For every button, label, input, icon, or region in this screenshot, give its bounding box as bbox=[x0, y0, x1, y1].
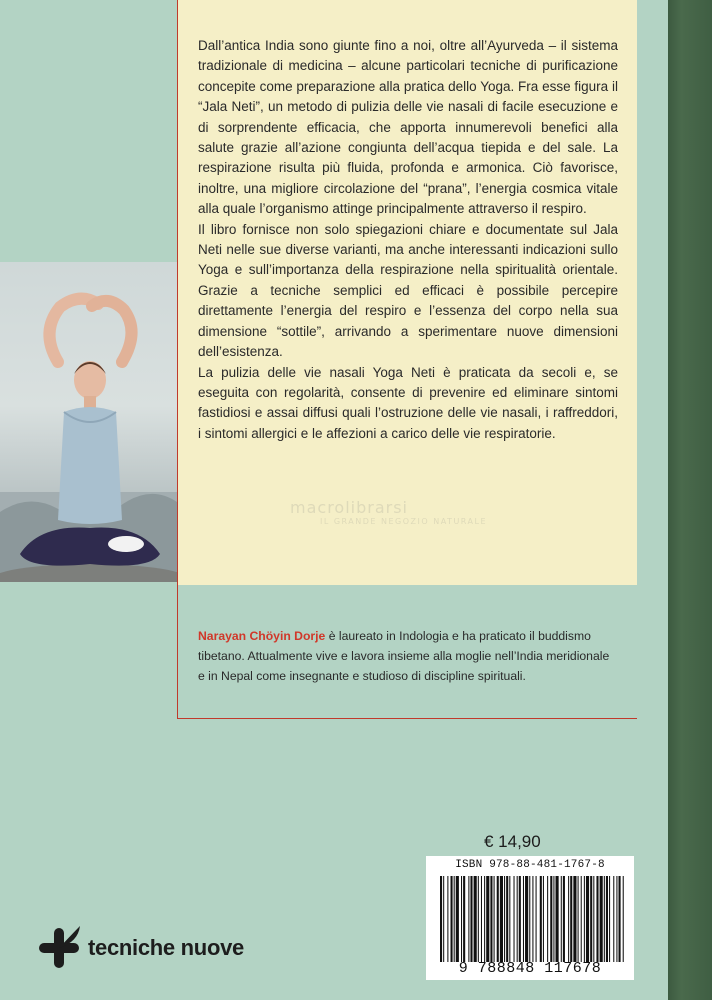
watermark bbox=[290, 498, 487, 526]
yoga-woman-photo bbox=[0, 262, 177, 582]
yoga-woman-illustration bbox=[0, 262, 177, 582]
publisher-logo bbox=[36, 924, 244, 972]
description-paragraph-1: Dall’antica India sono giunte fino a noi, oltre all’Ayurveda – il sistema tradizionale di medicina – alcune particolari tecniche di purificazione concepite come preparazione alla pratica dello Yoga. Fra esse figura il “Jala Neti”, un metodo di pulizia delle vie nasali di facile esecuzione e di sorprendente efficacia, che apporta innumerevoli benefici alla salute grazie all’azione congiunta dell’acqua tiepida e del sale. La respirazione risulta più fluida, profonda e armonica. Ciò favorisce, inoltre, una migliore circolazione del “prana”, l’energia cosmica vitale alla quale l’organismo attinge principalmente attraverso il respiro. bbox=[198, 38, 618, 217]
book-description bbox=[198, 36, 618, 444]
price-label: € 14,90 bbox=[484, 832, 541, 851]
publisher-name: tecniche nuove bbox=[88, 935, 244, 960]
watermark-text: macrolibrarsi bbox=[290, 498, 408, 517]
watermark-subtext: IL GRANDE NEGOZIO NATURALE bbox=[320, 517, 488, 526]
red-divider-vertical bbox=[177, 0, 178, 718]
barcode-icon bbox=[440, 876, 624, 962]
barcode-box bbox=[426, 856, 634, 980]
isbn-number: ISBN 978-88-481-1767-8 bbox=[455, 859, 605, 871]
description-paragraph-2: Il libro fornisce non solo spiegazioni chiare e documentate sul Jala Neti nelle sue diverse varianti, ma anche interessanti indicazioni sullo Yoga e sull’importanza della respirazione nella spiritualità orientale. Grazie a tecniche semplici ed efficaci è possibile percepire direttamente l’energia del respiro e l’essenza del corpo nella sua dimensione “sottile”, arrivando a sperimentare nuove dimensioni dell’esistenza. bbox=[198, 221, 618, 360]
ean-number: 9 788848 117678 bbox=[458, 960, 602, 977]
red-divider-horizontal bbox=[177, 718, 637, 719]
book-spine bbox=[668, 0, 712, 1000]
author-bio bbox=[198, 626, 618, 686]
publisher-leaf-icon bbox=[36, 924, 82, 972]
author-name: Narayan Chöyin Dorje bbox=[198, 629, 326, 643]
description-paragraph-3: La pulizia delle vie nasali Yoga Neti è praticata da secoli e, se eseguita con regolarità, consente di prevenire ed eliminare sintomi fastidiosi e assai diffusi quali l’ostruzione delle vie nasali, i raffreddori, i sintomi allergici e le affezioni a carico delle vie respiratorie. bbox=[198, 364, 618, 441]
author-bio-text: è laureato in Indologia e ha praticato il buddismo tibetano. Attualmente vive e lavora insieme alla moglie nell’India meridionale e in Nepal come insegnante e studioso di discipline spirituali. bbox=[198, 629, 610, 683]
